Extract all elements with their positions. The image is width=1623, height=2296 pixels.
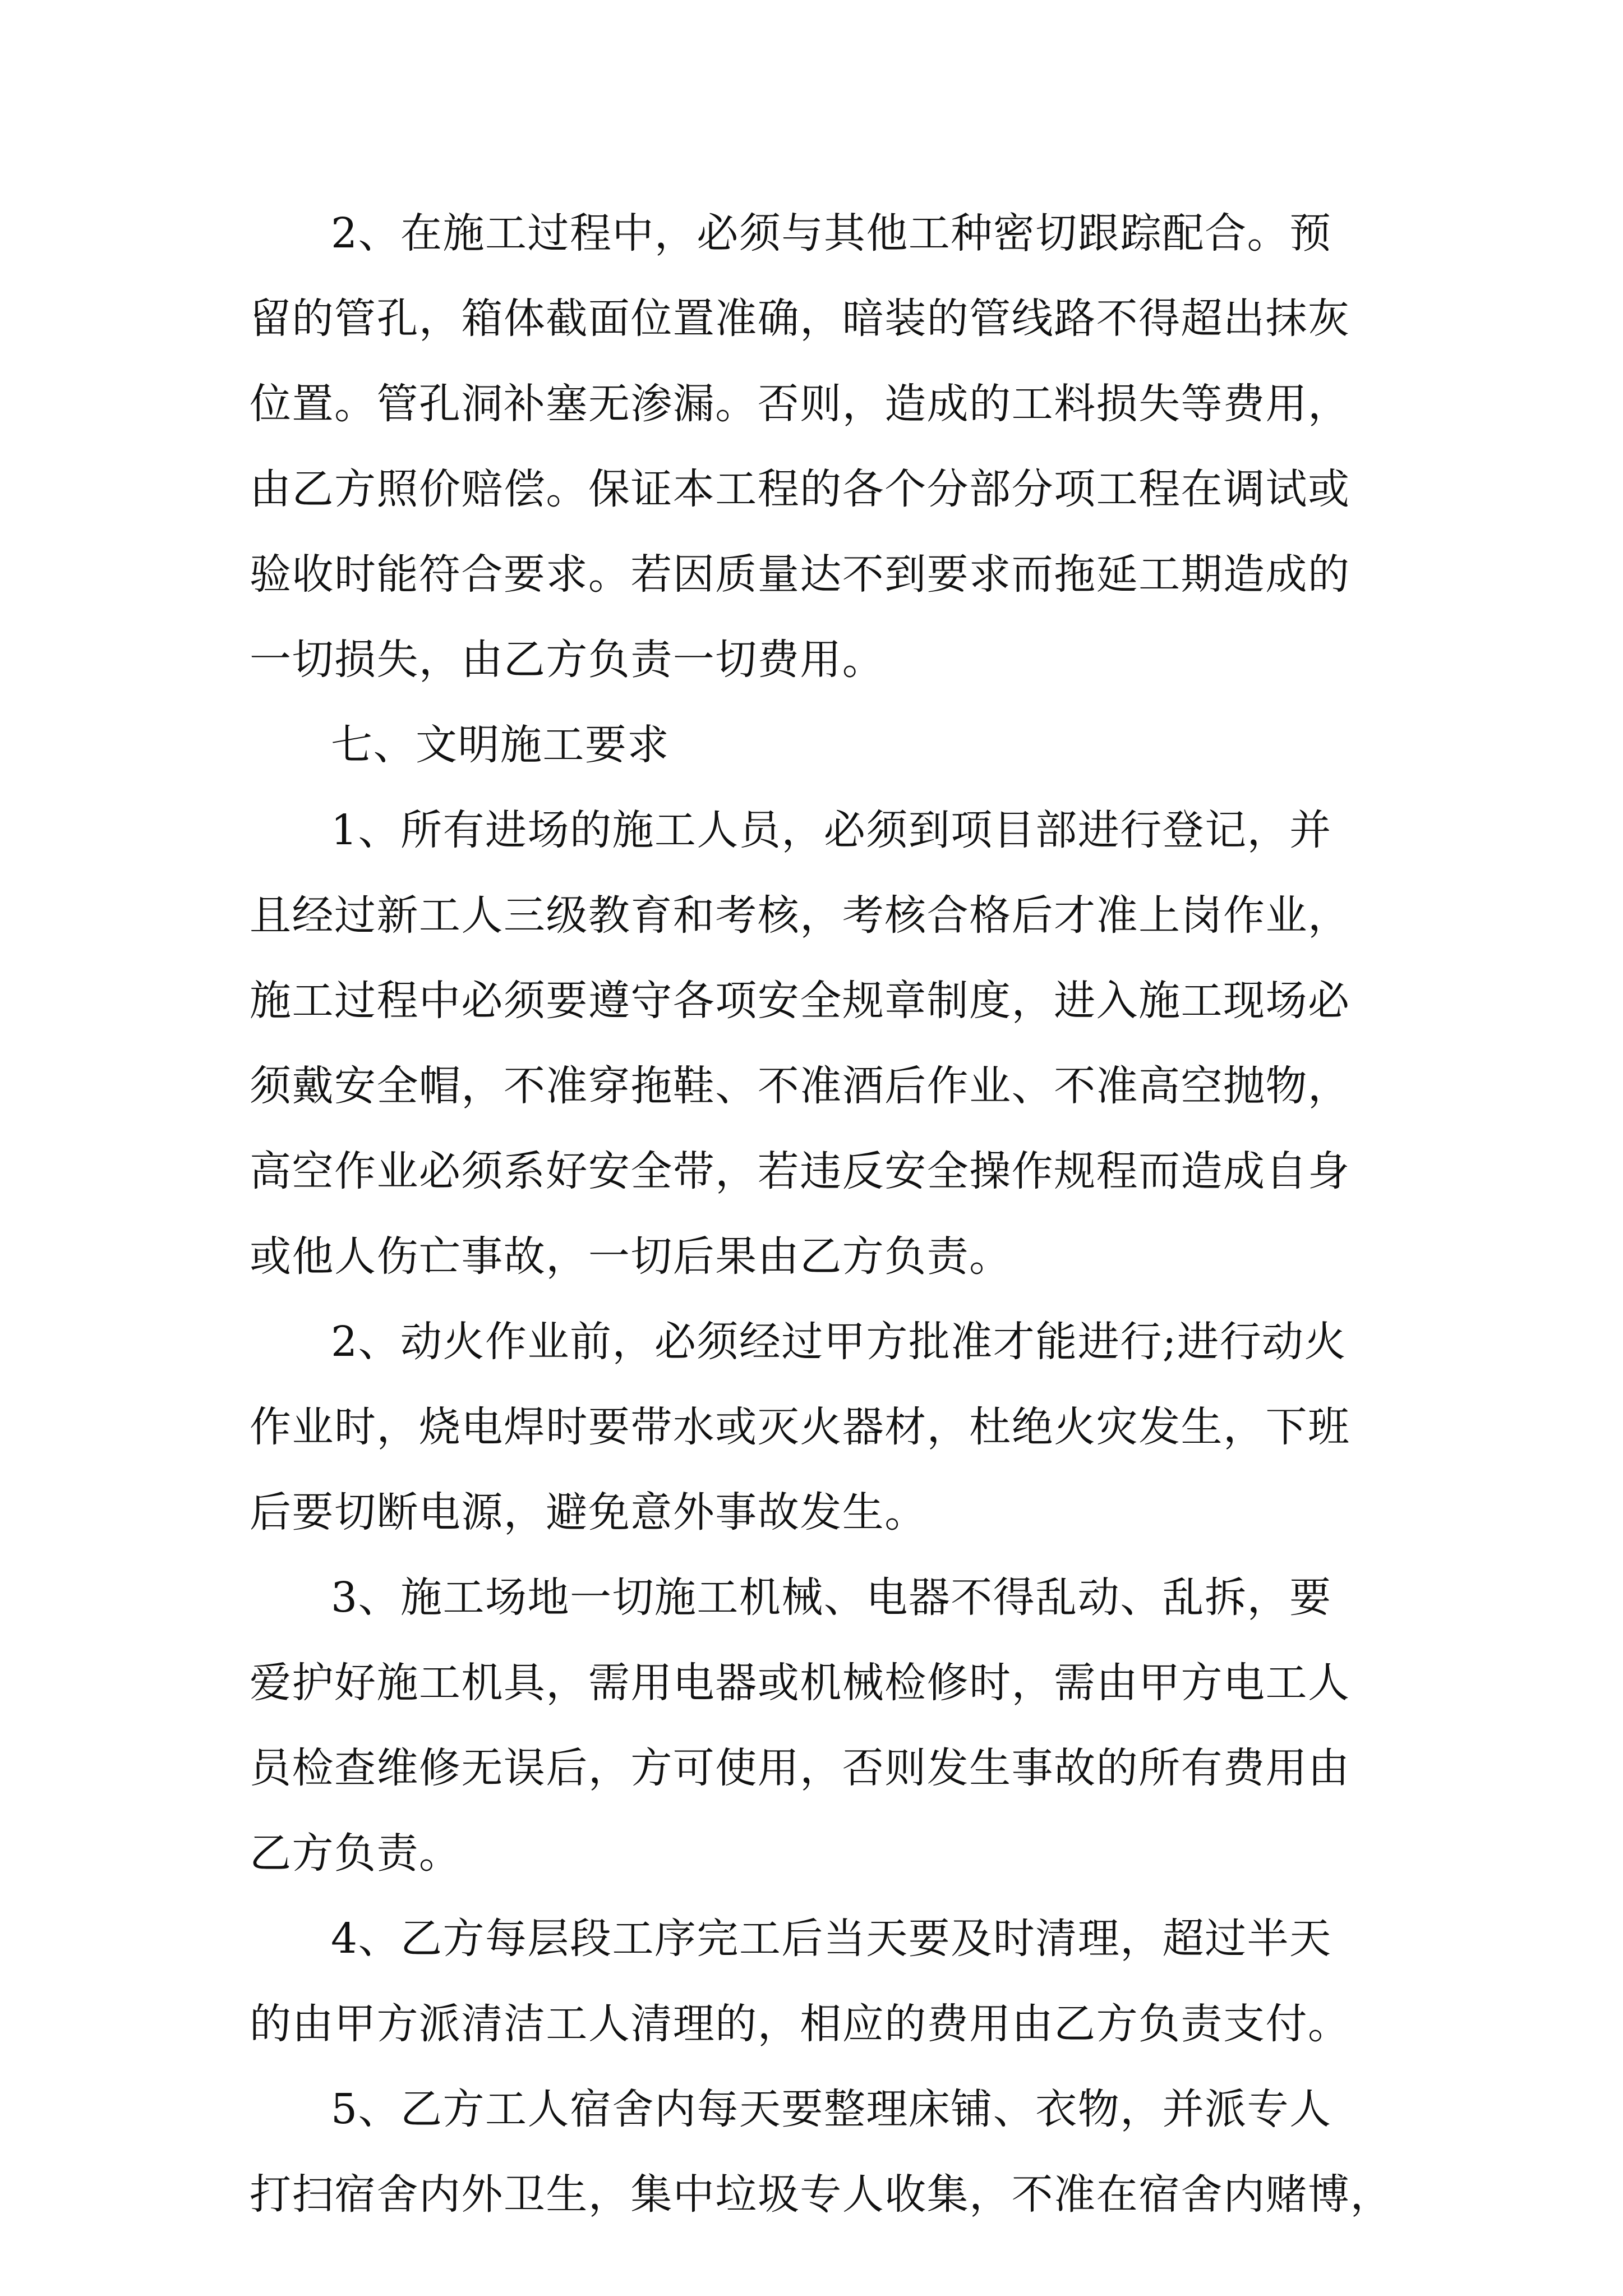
text-line: 员检查维修无误后，方可使用，否则发生事故的所有费用由 bbox=[250, 1744, 1350, 1792]
text-line: 1、所有进场的施工人员，必须到项目部进行登记，并 bbox=[331, 806, 1332, 854]
text-line: 作业时，烧电焊时要带水或灭火器材，杜绝火灾发生，下班 bbox=[250, 1403, 1350, 1451]
text-line: 一切损失，由乙方负责一切费用。 bbox=[250, 636, 885, 684]
text-line: 高空作业必须系好安全带，若违反安全操作规程而造成自身 bbox=[250, 1147, 1350, 1195]
section-heading: 七、文明施工要求 bbox=[331, 721, 670, 769]
text-line: 由乙方照价赔偿。保证本工程的各个分部分项工程在调试或 bbox=[250, 465, 1350, 513]
text-line: 爱护好施工机具，需用电器或机械检修时，需由甲方电工人 bbox=[250, 1659, 1350, 1707]
text-line: 施工过程中必须要遵守各项安全规章制度，进入施工现场必 bbox=[250, 977, 1350, 1025]
text-line: 2、在施工过程中，必须与其他工种密切跟踪配合。预 bbox=[331, 209, 1332, 257]
text-line: 2、动火作业前，必须经过甲方批准才能进行;进行动火 bbox=[331, 1318, 1347, 1366]
text-line: 打扫宿舍内外卫生，集中垃圾专人收集，不准在宿舍内赌博， bbox=[250, 2170, 1393, 2219]
text-line: 留的管孔，箱体截面位置准确，暗装的管线路不得超出抹灰 bbox=[250, 295, 1350, 343]
text-line: 的由甲方派清洁工人清理的，相应的费用由乙方负责支付。 bbox=[250, 2000, 1350, 2048]
text-line: 须戴安全帽，不准穿拖鞋、不准酒后作业、不准高空抛物， bbox=[250, 1062, 1350, 1110]
text-line: 5、乙方工人宿舍内每天要整理床铺、衣物，并派专人 bbox=[331, 2085, 1332, 2133]
text-line: 验收时能符合要求。若因质量达不到要求而拖延工期造成的 bbox=[250, 550, 1350, 599]
text-line: 位置。管孔洞补塞无渗漏。否则，造成的工料损失等费用， bbox=[250, 380, 1350, 428]
text-line: 或他人伤亡事故，一切后果由乙方负责。 bbox=[250, 1232, 1012, 1281]
text-line: 乙方负责。 bbox=[250, 1829, 462, 1878]
text-line: 后要切断电源，避免意外事故发生。 bbox=[250, 1488, 927, 1536]
text-line: 4、乙方每层段工序完工后当天要及时清理，超过半天 bbox=[331, 1915, 1332, 1963]
text-line: 且经过新工人三级教育和考核，考核合格后才准上岗作业， bbox=[250, 891, 1350, 940]
text-line: 3、施工场地一切施工机械、电器不得乱动、乱拆，要 bbox=[331, 1573, 1332, 1622]
